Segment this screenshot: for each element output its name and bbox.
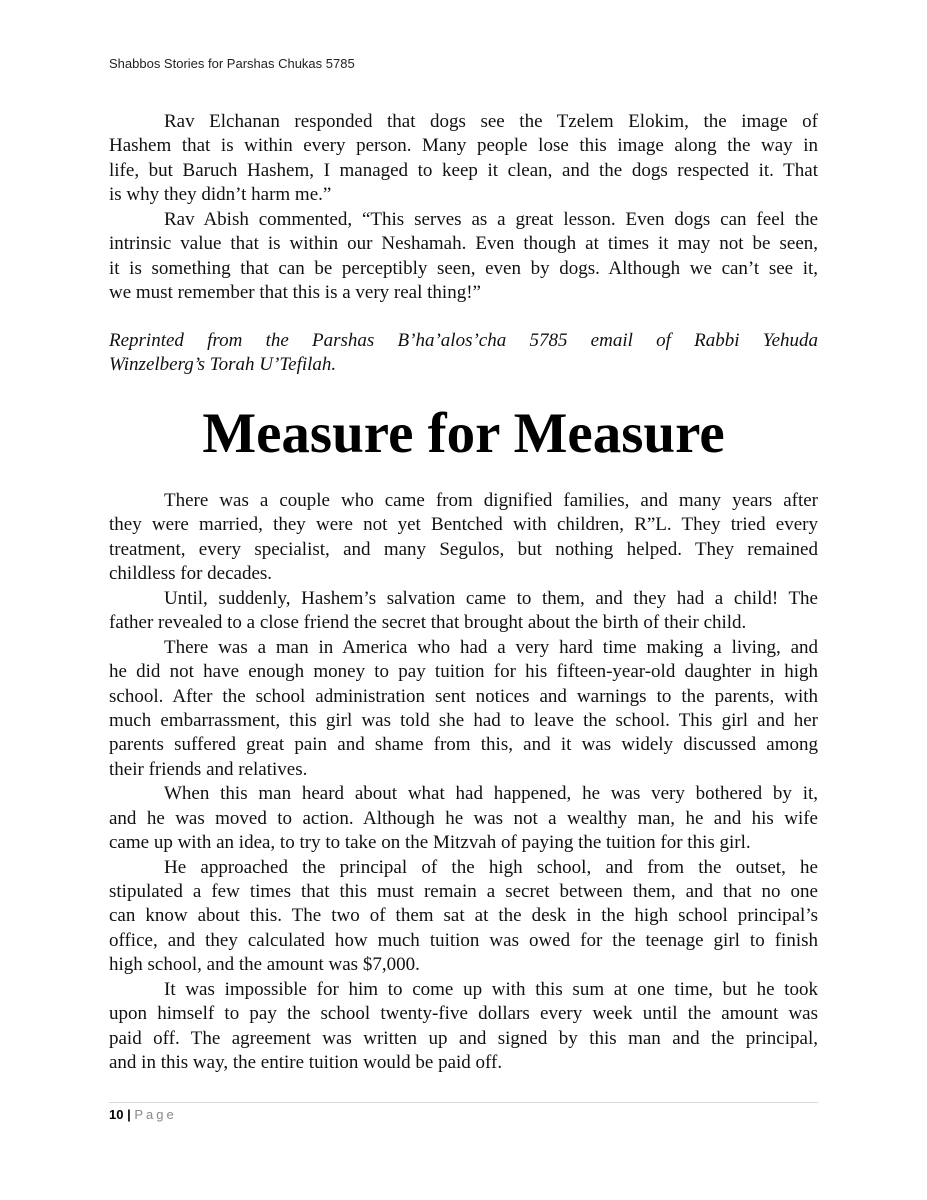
text-line: He approached the principal of the high school, and from the outset, he <box>164 856 818 878</box>
text-line: high school, and the amount was $7,000. <box>109 954 420 976</box>
text-line: we must remember that this is a very real thing!” <box>109 282 481 304</box>
paragraph <box>109 110 818 208</box>
text-line: intrinsic value that is within our Neshamah. Even though at times it may not be seen, <box>109 233 818 255</box>
text-line: office, and they calculated how much tuition was owed for the teenage girl to finish <box>109 929 818 951</box>
paragraph <box>109 636 818 783</box>
text-line: childless for decades. <box>109 563 273 585</box>
page-label: Page <box>134 1107 177 1122</box>
text-line: he did not have enough money to pay tuition for his fifteen-year-old daughter in high <box>109 661 818 683</box>
text-line: Rav Abish commented, “This serves as a great lesson. Even dogs can feel the <box>164 208 818 230</box>
text-line: There was a couple who came from dignified families, and many years after <box>164 490 818 511</box>
text-line: stipulated a few times that this must remain a secret between them, and that no one <box>109 881 818 902</box>
text-line: school. After the school administration sent notices and warnings to the parents, with <box>109 685 818 707</box>
paragraph <box>109 489 818 587</box>
paragraph <box>109 782 818 855</box>
credit-line: Reprinted from the Parshas B’ha’alos’cha 5785 email of Rabbi Yehuda <box>109 330 818 351</box>
footer-separator: | <box>127 1107 131 1122</box>
paragraph <box>109 587 818 636</box>
text-line: is why they didn’t harm me.” <box>109 184 332 206</box>
page-footer <box>109 1107 177 1122</box>
text-line: and he was moved to action. Although he was not a wealthy man, he and his wife <box>109 807 818 829</box>
paragraph <box>109 856 818 978</box>
text-line: it is something that can be perceptibly seen, even by dogs. Although we can’t see it, <box>109 257 818 279</box>
text-line: can know about this. The two of them sat at the desk in the high school principal’s <box>109 905 818 927</box>
text-line: much embarrassment, this girl was told she had to leave the school. This girl and her <box>109 709 818 731</box>
text-line: paid off. The agreement was written up and signed by this man and the principal, <box>109 1027 818 1049</box>
story-text <box>109 489 818 1076</box>
story-title: Measure for Measure <box>202 402 725 465</box>
text-line: There was a man in America who had a very hard time making a living, and <box>164 636 818 658</box>
text-line: Hashem that is within every person. Many people lose this image along the way in <box>109 135 818 157</box>
text-line: When this man heard about what had happened, he was very bothered by it, <box>164 783 818 805</box>
text-line: and in this way, the entire tuition would be paid off. <box>109 1052 503 1074</box>
text-line: their friends and relatives. <box>109 758 308 780</box>
text-line: It was impossible for him to come up with this sum at one time, but he took <box>164 978 818 1000</box>
running-header: Shabbos Stories for Parshas Chukas 5785 <box>109 56 355 71</box>
text-line: Rav Elchanan responded that dogs see the Tzelem Elokim, the image of <box>164 111 818 132</box>
page-number: 10 <box>109 1107 124 1122</box>
paragraph <box>109 978 818 1076</box>
paragraph <box>109 208 818 306</box>
text-line: came up with an idea, to try to take on the Mitzvah of paying the tuition for this girl. <box>109 832 751 854</box>
reprint-credit <box>109 329 818 378</box>
text-line: father revealed to a close friend the secret that brought about the birth of their child. <box>109 612 747 634</box>
text-line: upon himself to pay the school twenty-five dollars every week until the amount was <box>109 1003 818 1025</box>
text-line: they were married, they were not yet Bentched with children, R”L. They tried every <box>109 514 818 536</box>
text-line: parents suffered great pain and shame from this, and it was widely discussed among <box>109 734 818 756</box>
text-line: life, but Baruch Hashem, I managed to keep it clean, and the dogs respected it. That <box>109 159 818 181</box>
text-line: treatment, every specialist, and many Segulos, but nothing helped. They remained <box>109 538 818 560</box>
intro-text <box>109 110 818 306</box>
footer-divider <box>109 1102 818 1103</box>
text-line: Until, suddenly, Hashem’s salvation came to them, and they had a child! The <box>164 587 818 609</box>
credit-line: Winzelberg’s Torah U’Tefilah. <box>109 354 337 376</box>
